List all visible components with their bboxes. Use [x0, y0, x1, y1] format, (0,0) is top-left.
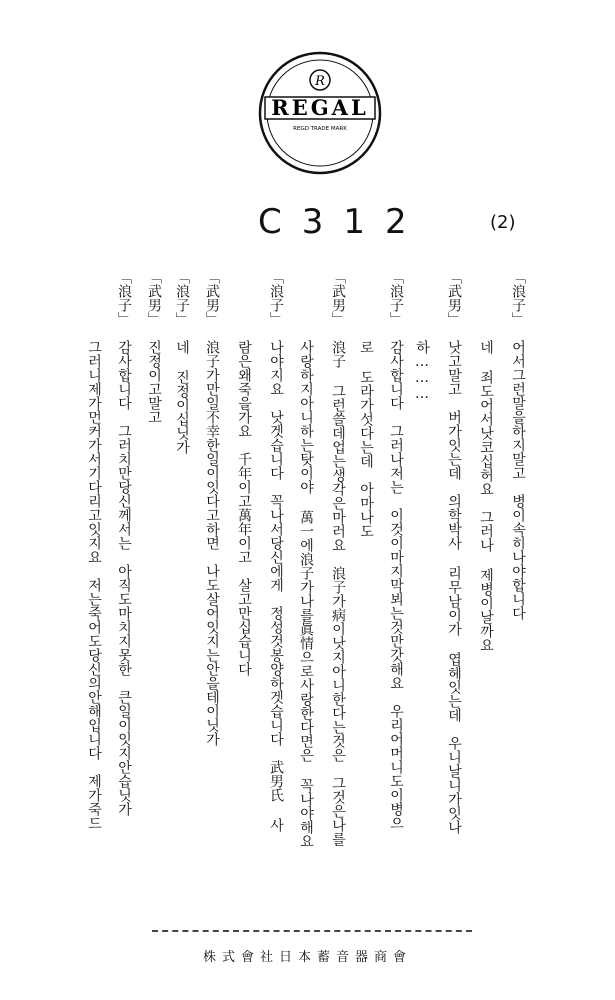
publisher-footer: 株式會社日本蓄音器商會 [202, 950, 412, 965]
dialogue-text: 어서그런말을하지말고 병이속히나야합니다 [510, 340, 526, 620]
script-column [290, 270, 322, 926]
script-column [166, 270, 198, 926]
record-code: C312 [258, 202, 427, 242]
speaker-label: 「武男」 [204, 270, 220, 326]
dialogue-text: 로 도라가섯다는데 아마나도 [358, 340, 374, 538]
speaker-label: 「浪子」 [388, 270, 404, 326]
script-column [350, 270, 382, 926]
dialogue-text: 나야지요 낫겟습니다 꼭나서당신에게 정성것봉양하겟습니다 武男氏 사 [268, 340, 284, 832]
script-column [470, 270, 502, 926]
speaker-label [470, 270, 502, 326]
logo-brand: REGAL [271, 95, 369, 120]
dialogue-text: 진정이고말고 [146, 340, 162, 424]
speaker-label [350, 270, 382, 326]
logo-small-text: REGD TRADE MARK [293, 126, 347, 132]
speaker-label [228, 270, 260, 326]
dialogue-text: 네 죄도어서낫코십허요 그러나 제병이날까요 [478, 340, 494, 652]
page-number: (2) [490, 212, 516, 233]
dialogue-text: 람은왜죽을가요 千年이고萬年이고 살고만십습니다 [236, 340, 252, 676]
script-column [196, 270, 228, 926]
script-column [138, 270, 170, 926]
speaker-label: 「浪子」 [116, 270, 132, 326]
speaker-label [78, 270, 110, 326]
dialogue-text: 浪子가만일不幸한일이잇다고하면 나도살어잇지는안을테이닛가 [204, 340, 220, 746]
script-column [228, 270, 260, 926]
dialogue-text: 낫고말고 버가잇는데 의학박사 리무남이가 엽헤잇는데 우니날니가잇나 [446, 340, 462, 834]
script-column [260, 270, 292, 926]
script-column [78, 270, 110, 926]
speaker-label: 「武男」 [146, 270, 162, 326]
dialogue-text: 하……… [414, 340, 430, 402]
dialogue-text: 감사합니다 그러치만당신께서는 아직도마치지못한 큰일이잇지안습닛가 [116, 340, 132, 816]
speaker-label: 「浪子」 [174, 270, 190, 326]
script-column [108, 270, 140, 926]
script-column [322, 270, 354, 926]
speaker-label: 「武男」 [446, 270, 462, 326]
speaker-label: 「浪子」 [268, 270, 284, 326]
footer-divider [152, 930, 472, 932]
logo-monogram: R [315, 74, 325, 89]
dialogue-text: 사랑하지아니하는탓이야 萬一에浪子가나를眞情으로사랑한다면은 꼭나야해요 [298, 340, 314, 848]
dialogue-text: 네 진정이십닛가 [174, 340, 190, 454]
dialogue-text: 감사합니다 그러나저는 이것이마지막뵈는것만갓해요 우리어머니도이병으 [388, 340, 404, 830]
speaker-label: 「武男」 [330, 270, 346, 326]
script-column [502, 270, 534, 926]
speaker-label: 「浪子」 [510, 270, 526, 326]
dialogue-text: 浪子 그런쓸데업는생각은마러요 浪子가病이낫지아니한다는것은 그것은나를 [330, 340, 346, 846]
dialogue-text: 그러니제가먼커가서기다리고잇지요 저는죽어도당신의안해입니다 제가죽드 [86, 340, 102, 830]
speaker-label [290, 270, 322, 326]
regal-logo [257, 50, 383, 176]
script-column [438, 270, 470, 926]
script-column [380, 270, 412, 926]
